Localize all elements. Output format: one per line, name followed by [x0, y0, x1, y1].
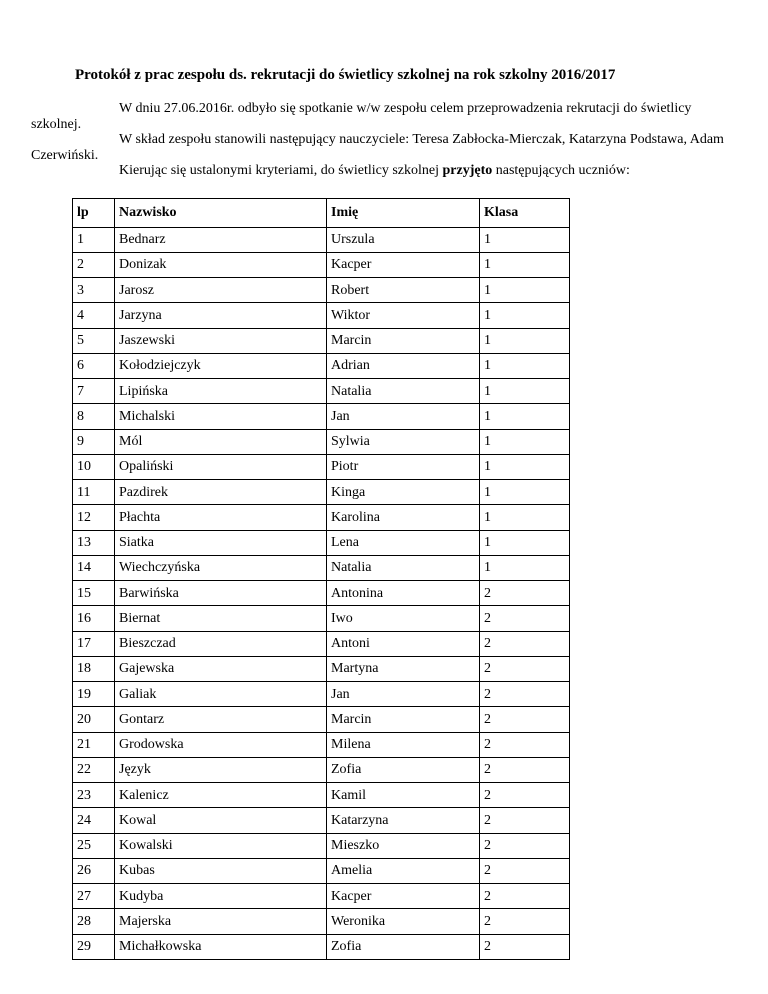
- cell-nazwisko: Kalenicz: [115, 783, 327, 808]
- table-row: [73, 252, 570, 277]
- table-row: [73, 682, 570, 707]
- cell-nazwisko: Kudyba: [115, 884, 327, 909]
- cell-imie: Piotr: [327, 454, 480, 479]
- cell-nazwisko: Opaliński: [115, 454, 327, 479]
- cell-imie: Kamil: [327, 783, 480, 808]
- cell-imie: Zofia: [327, 757, 480, 782]
- cell-klasa: 2: [480, 707, 570, 732]
- intro-text: [31, 101, 731, 179]
- cell-nazwisko: Kowal: [115, 808, 327, 833]
- table-row: [73, 530, 570, 555]
- cell-imie: Lena: [327, 530, 480, 555]
- cell-lp: 16: [73, 606, 115, 631]
- cell-lp: 3: [73, 278, 115, 303]
- cell-nazwisko: Kołodziejczyk: [115, 353, 327, 378]
- students-table: [72, 198, 570, 960]
- cell-klasa: 2: [480, 833, 570, 858]
- cell-imie: Kinga: [327, 480, 480, 505]
- cell-imie: Urszula: [327, 227, 480, 252]
- intro-paragraph-admitted: [31, 163, 731, 179]
- cell-imie: Marcin: [327, 707, 480, 732]
- table-row: [73, 227, 570, 252]
- cell-imie: Kacper: [327, 252, 480, 277]
- cell-imie: Natalia: [327, 379, 480, 404]
- cell-nazwisko: Jaszewski: [115, 328, 327, 353]
- cell-klasa: 2: [480, 858, 570, 883]
- cell-lp: 28: [73, 909, 115, 934]
- cell-nazwisko: Kubas: [115, 858, 327, 883]
- cell-imie: Karolina: [327, 505, 480, 530]
- cell-nazwisko: Mól: [115, 429, 327, 454]
- cell-imie: Sylwia: [327, 429, 480, 454]
- table-row: [73, 328, 570, 353]
- cell-lp: 23: [73, 783, 115, 808]
- cell-imie: Jan: [327, 682, 480, 707]
- cell-imie: Zofia: [327, 934, 480, 959]
- cell-klasa: 1: [480, 278, 570, 303]
- cell-lp: 11: [73, 480, 115, 505]
- cell-klasa: 1: [480, 404, 570, 429]
- table-row: [73, 757, 570, 782]
- cell-klasa: 1: [480, 429, 570, 454]
- cell-klasa: 2: [480, 606, 570, 631]
- header-nazwisko: Nazwisko: [115, 199, 327, 228]
- cell-lp: 19: [73, 682, 115, 707]
- cell-klasa: 2: [480, 783, 570, 808]
- cell-lp: 4: [73, 303, 115, 328]
- cell-nazwisko: Donizak: [115, 252, 327, 277]
- cell-klasa: 1: [480, 454, 570, 479]
- cell-imie: Katarzyna: [327, 808, 480, 833]
- cell-lp: 7: [73, 379, 115, 404]
- table-row: [73, 732, 570, 757]
- cell-imie: Natalia: [327, 555, 480, 580]
- cell-imie: Mieszko: [327, 833, 480, 858]
- cell-klasa: 1: [480, 505, 570, 530]
- cell-imie: Jan: [327, 404, 480, 429]
- cell-klasa: 2: [480, 732, 570, 757]
- cell-imie: Robert: [327, 278, 480, 303]
- cell-nazwisko: Grodowska: [115, 732, 327, 757]
- cell-lp: 13: [73, 530, 115, 555]
- cell-nazwisko: Bednarz: [115, 227, 327, 252]
- cell-nazwisko: Siatka: [115, 530, 327, 555]
- header-imie: Imię: [327, 199, 480, 228]
- cell-imie: Marcin: [327, 328, 480, 353]
- cell-lp: 21: [73, 732, 115, 757]
- cell-nazwisko: Język: [115, 757, 327, 782]
- cell-imie: Antoni: [327, 631, 480, 656]
- table-row: [73, 783, 570, 808]
- cell-nazwisko: Jarosz: [115, 278, 327, 303]
- cell-nazwisko: Wiechczyńska: [115, 555, 327, 580]
- cell-klasa: 2: [480, 656, 570, 681]
- table-row: [73, 884, 570, 909]
- cell-klasa: 1: [480, 303, 570, 328]
- table-row: [73, 656, 570, 681]
- cell-lp: 27: [73, 884, 115, 909]
- cell-nazwisko: Gajewska: [115, 656, 327, 681]
- intro-text-after: następujących uczniów:: [492, 163, 630, 178]
- table-row: [73, 631, 570, 656]
- cell-lp: 15: [73, 581, 115, 606]
- cell-lp: 25: [73, 833, 115, 858]
- cell-klasa: 2: [480, 581, 570, 606]
- table-row: [73, 278, 570, 303]
- cell-klasa: 1: [480, 555, 570, 580]
- cell-imie: Adrian: [327, 353, 480, 378]
- cell-imie: Kacper: [327, 884, 480, 909]
- cell-klasa: 1: [480, 480, 570, 505]
- cell-lp: 24: [73, 808, 115, 833]
- cell-klasa: 2: [480, 909, 570, 934]
- cell-klasa: 2: [480, 934, 570, 959]
- cell-klasa: 2: [480, 884, 570, 909]
- cell-imie: Antonina: [327, 581, 480, 606]
- table-row: [73, 404, 570, 429]
- table-body: [73, 227, 570, 959]
- table-row: [73, 454, 570, 479]
- cell-imie: Iwo: [327, 606, 480, 631]
- table-row: [73, 303, 570, 328]
- cell-nazwisko: Płachta: [115, 505, 327, 530]
- cell-klasa: 1: [480, 227, 570, 252]
- cell-lp: 29: [73, 934, 115, 959]
- cell-lp: 17: [73, 631, 115, 656]
- table-row: [73, 379, 570, 404]
- cell-nazwisko: Barwińska: [115, 581, 327, 606]
- cell-imie: Milena: [327, 732, 480, 757]
- table-row: [73, 606, 570, 631]
- table-row: [73, 909, 570, 934]
- cell-nazwisko: Biernat: [115, 606, 327, 631]
- header-lp: lp: [73, 199, 115, 228]
- cell-nazwisko: Lipińska: [115, 379, 327, 404]
- cell-nazwisko: Michalski: [115, 404, 327, 429]
- cell-lp: 14: [73, 555, 115, 580]
- table-row: [73, 505, 570, 530]
- cell-nazwisko: Pazdirek: [115, 480, 327, 505]
- cell-lp: 18: [73, 656, 115, 681]
- cell-klasa: 1: [480, 530, 570, 555]
- table-header-row: [73, 199, 570, 228]
- table-row: [73, 555, 570, 580]
- cell-nazwisko: Bieszczad: [115, 631, 327, 656]
- cell-klasa: 2: [480, 682, 570, 707]
- cell-lp: 12: [73, 505, 115, 530]
- cell-lp: 20: [73, 707, 115, 732]
- cell-nazwisko: Galiak: [115, 682, 327, 707]
- cell-imie: Amelia: [327, 858, 480, 883]
- table-row: [73, 858, 570, 883]
- cell-lp: 2: [73, 252, 115, 277]
- cell-klasa: 1: [480, 379, 570, 404]
- cell-klasa: 2: [480, 631, 570, 656]
- cell-lp: 5: [73, 328, 115, 353]
- cell-klasa: 1: [480, 328, 570, 353]
- cell-lp: 10: [73, 454, 115, 479]
- cell-nazwisko: Gontarz: [115, 707, 327, 732]
- cell-klasa: 2: [480, 808, 570, 833]
- cell-lp: 9: [73, 429, 115, 454]
- admitted-emphasis: przyjęto: [442, 163, 493, 178]
- table-row: [73, 581, 570, 606]
- cell-nazwisko: Majerska: [115, 909, 327, 934]
- table-row: [73, 707, 570, 732]
- cell-lp: 6: [73, 353, 115, 378]
- cell-klasa: 2: [480, 757, 570, 782]
- intro-paragraph-team: W skład zespołu stanowili następujący nauczyciele: Teresa Zabłocka-Mierczak, Katarzyna Podstawa, Adam Czerwiński.: [31, 132, 724, 163]
- table-row: [73, 833, 570, 858]
- cell-nazwisko: Jarzyna: [115, 303, 327, 328]
- header-klasa: Klasa: [480, 199, 570, 228]
- document-title: Protokół z prac zespołu ds. rekrutacji do świetlicy szkolnej na rok szkolny 2016/2017: [75, 67, 616, 83]
- cell-klasa: 1: [480, 353, 570, 378]
- table-row: [73, 934, 570, 959]
- cell-klasa: 1: [480, 252, 570, 277]
- cell-imie: Wiktor: [327, 303, 480, 328]
- table-row: [73, 480, 570, 505]
- cell-nazwisko: Michałkowska: [115, 934, 327, 959]
- cell-lp: 26: [73, 858, 115, 883]
- table-row: [73, 429, 570, 454]
- cell-imie: Martyna: [327, 656, 480, 681]
- cell-imie: Weronika: [327, 909, 480, 934]
- intro-paragraph-meeting: W dniu 27.06.2016r. odbyło się spotkanie w/w zespołu celem przeprowadzenia rekrutacji do świetlicy szkolnej.: [31, 101, 692, 132]
- intro-text-before: Kierując się ustalonymi kryteriami, do świetlicy szkolnej: [119, 163, 443, 178]
- table-row: [73, 353, 570, 378]
- cell-lp: 22: [73, 757, 115, 782]
- cell-lp: 1: [73, 227, 115, 252]
- table-row: [73, 808, 570, 833]
- cell-nazwisko: Kowalski: [115, 833, 327, 858]
- cell-lp: 8: [73, 404, 115, 429]
